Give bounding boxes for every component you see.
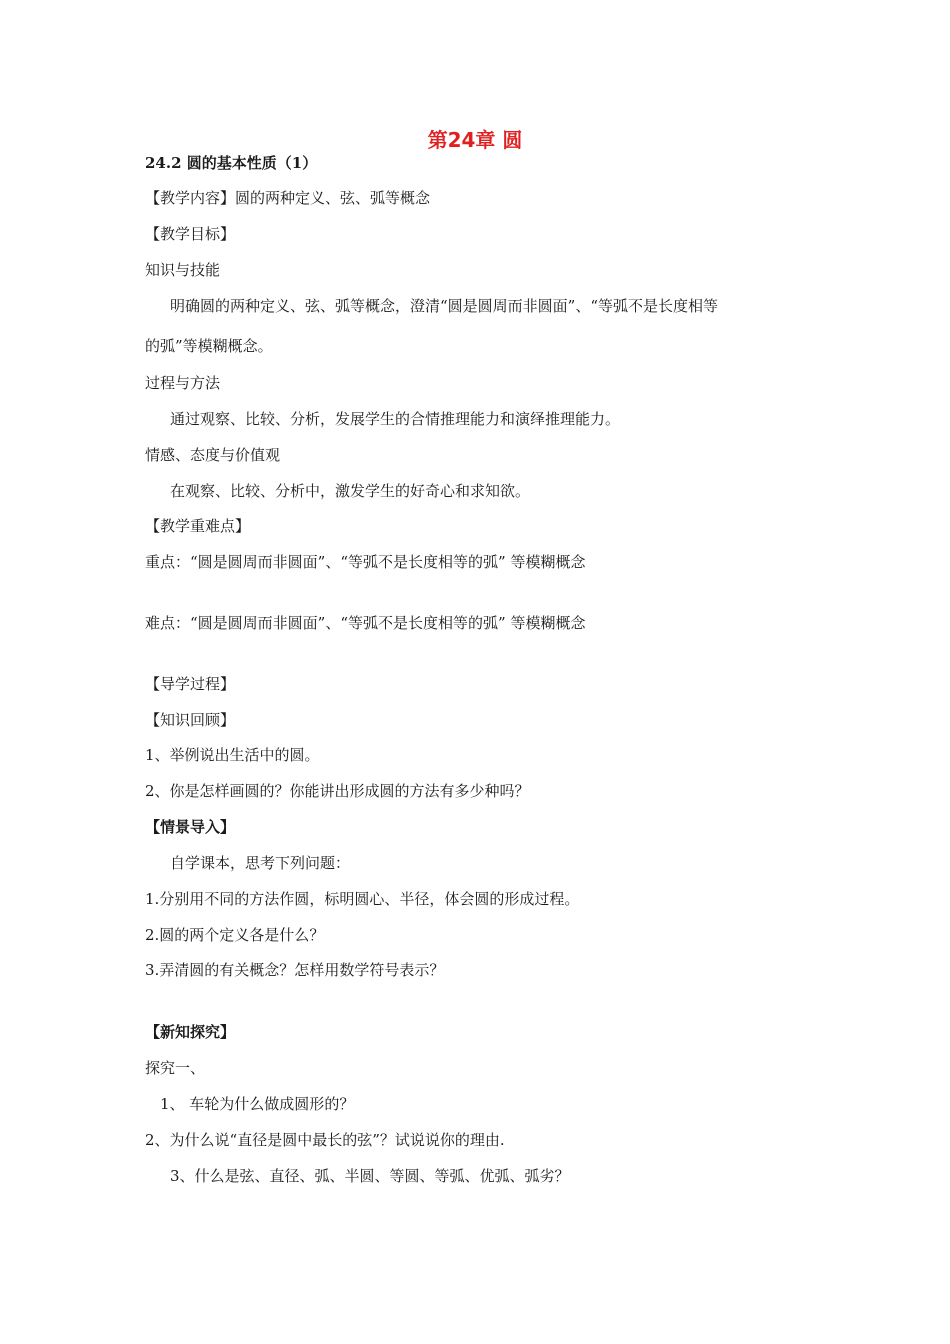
section-heading: 24.2 圆的基本性质（1） [145,154,318,172]
review-item-2: 2、你是怎样画圆的？你能讲出形成圆的方法有多少种吗？ [145,782,530,800]
emotion-text: 在观察、比较、分析中，激发学生的好奇心和求知欲。 [170,482,531,500]
scene-intro: 自学课本，思考下列问题： [170,854,351,872]
explore-heading: 【新知探究】 [145,1023,236,1041]
review-item-1: 1、举例说出生活中的圆。 [145,746,320,764]
goal-heading: 【教学目标】 [145,225,236,243]
scene-item-1: 1.分别用不同的方法作圆，标明圆心、半径，体会圆的形成过程。 [145,890,580,908]
key-point: 重点：“圆是圆周而非圆面”、“等弧不是长度相等的弧” 等模糊概念 [145,553,586,571]
scene-item-3: 3.弄清圆的有关概念？怎样用数学符号表示？ [145,961,445,979]
process-heading: 过程与方法 [145,374,221,392]
knowledge-heading: 知识与技能 [145,261,221,279]
key-difficulty-heading: 【教学重难点】 [145,517,251,535]
scene-item-2: 2.圆的两个定义各是什么？ [145,926,325,944]
process-text: 通过观察、比较、分析，发展学生的合情推理能力和演绎推理能力。 [170,410,621,428]
explore-one-label: 探究一、 [145,1059,206,1077]
chapter-title: 第24章 圆 [427,128,523,152]
review-heading: 【知识回顾】 [145,711,236,729]
emotion-heading: 情感、态度与价值观 [145,446,281,464]
teaching-content: 【教学内容】圆的两种定义、弦、弧等概念 [145,189,431,207]
explore-item-2: 2、为什么说“直径是圆中最长的弦”？试说说你的理由. [145,1131,505,1149]
hard-point: 难点：“圆是圆周而非圆面”、“等弧不是长度相等的弧” 等模糊概念 [145,614,586,632]
knowledge-text-2: 的弧”等模糊概念。 [145,337,273,355]
scene-heading: 【情景导入】 [145,818,236,836]
guide-heading: 【导学过程】 [145,675,236,693]
knowledge-text-1: 明确圆的两种定义、弦、弧等概念，澄清“圆是圆周而非圆面”、“等弧不是长度相等 [170,297,719,315]
explore-item-1: 1、 车轮为什么做成圆形的？ [160,1095,355,1113]
explore-item-3: 3、什么是弦、直径、弧、半圆、等圆、等弧、优弧、弧劣？ [170,1167,570,1185]
